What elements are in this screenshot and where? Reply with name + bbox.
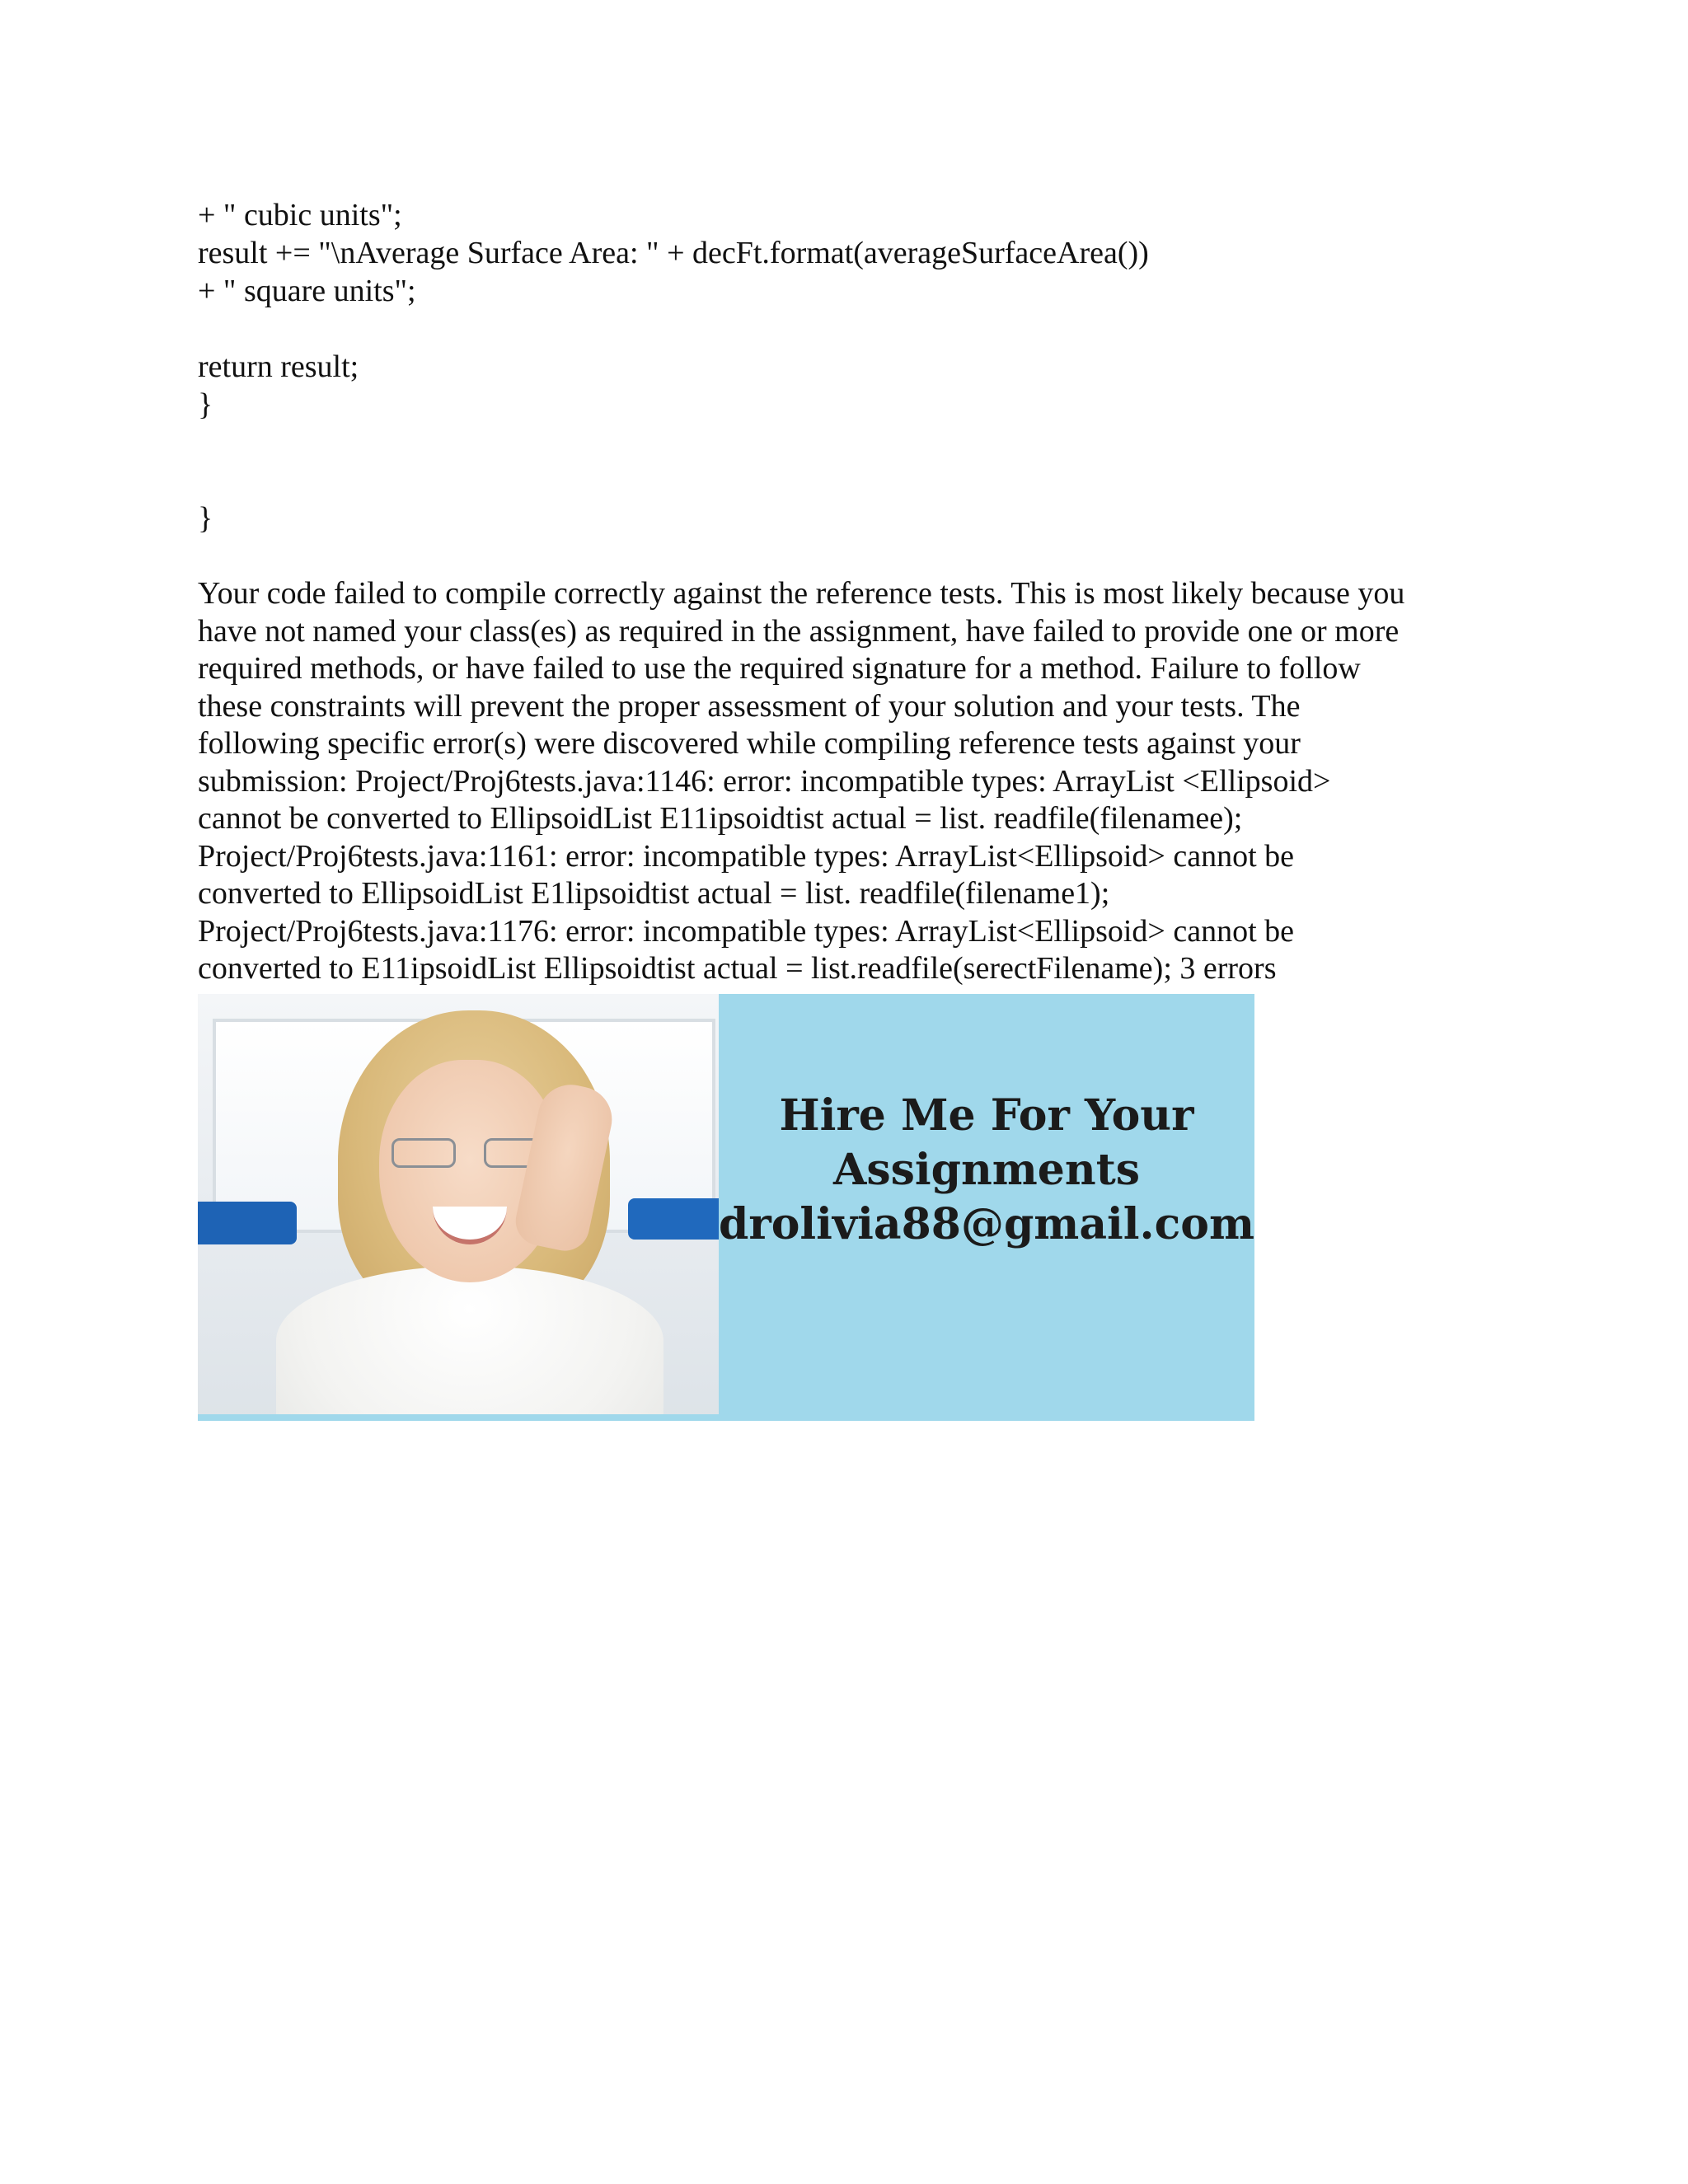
code-snippet — [198, 196, 1517, 537]
sofa-left — [198, 1202, 297, 1244]
error-line: Your code failed to compile correctly against the reference tests. This is most likely because you — [198, 576, 1405, 611]
error-line: Project/Proj6tests.java:1161: error: incompatible types: ArrayList<Ellipsoid> cannot be — [198, 838, 1295, 874]
blank-line — [198, 310, 1517, 348]
code-line: + " square units"; — [198, 274, 416, 308]
promo-line-2: Assignments — [832, 1145, 1140, 1195]
glasses-icon — [392, 1138, 548, 1171]
error-line: these constraints will prevent the proper assessment of your solution and your tests. The — [198, 688, 1301, 724]
woman-photo — [198, 994, 719, 1421]
error-line: converted to E11ipsoidList Ellipsoidtist actual = list.readfile(serectFilename); 3 errors — [198, 951, 1277, 986]
error-line: cannot be converted to EllipsoidList E11ipsoidtist actual = list. readfile(filenamee); — [198, 801, 1243, 836]
document-body — [198, 196, 1517, 988]
promo-email: drolivia88@gmail.com — [718, 1199, 1254, 1249]
error-line: required methods, or have failed to use the required signature for a method. Failure to follow — [198, 651, 1361, 686]
code-line: + " cubic units"; — [198, 198, 402, 232]
promo-text — [719, 1089, 1254, 1252]
error-line: have not named your class(es) as required in the assignment, have failed to provide one or more — [198, 613, 1400, 649]
ad-banner — [198, 994, 1254, 1421]
compile-error-message — [198, 575, 1517, 988]
code-line: } — [198, 501, 213, 536]
error-line: following specific error(s) were discovered while compiling reference tests against your — [198, 726, 1301, 761]
code-line: } — [198, 387, 213, 422]
photo-edge — [198, 1414, 719, 1421]
code-line: return result; — [198, 349, 359, 384]
promo-line-1: Hire Me For Your — [779, 1090, 1194, 1141]
blouse — [276, 1266, 663, 1421]
promo-panel — [719, 994, 1254, 1421]
blank-line — [198, 424, 1517, 499]
error-line: Project/Proj6tests.java:1176: error: incompatible types: ArrayList<Ellipsoid> cannot be — [198, 913, 1295, 949]
sofa-right — [628, 1198, 719, 1240]
error-line: submission: Project/Proj6tests.java:1146: error: incompatible types: ArrayList <Ellipsoid> — [198, 763, 1331, 799]
error-line: converted to EllipsoidList E1lipsoidtist actual = list. readfile(filename1); — [198, 876, 1110, 911]
code-line: result += "\nAverage Surface Area: " + decFt.format(averageSurfaceArea()) — [198, 236, 1149, 270]
